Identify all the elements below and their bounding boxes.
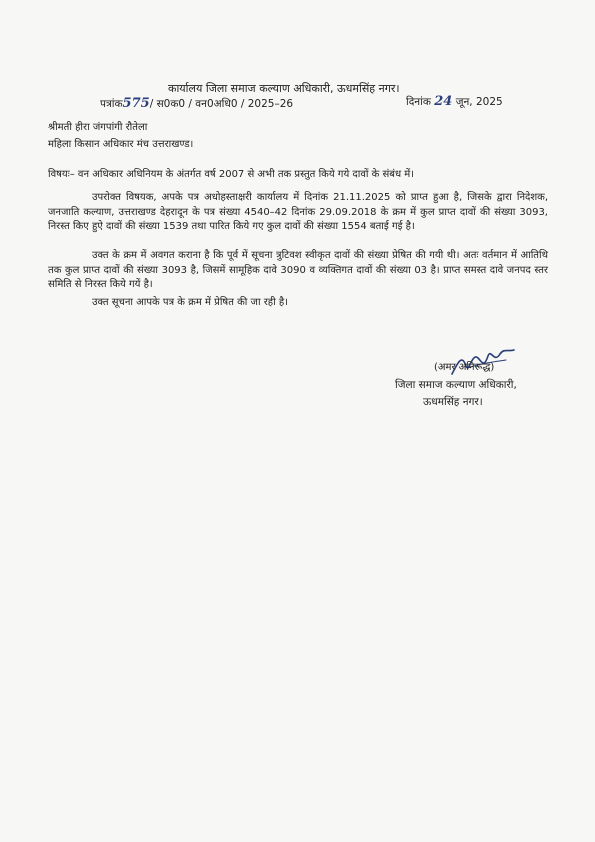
reference-number-line: [100, 97, 293, 111]
date-prefix: दिनांक: [406, 96, 431, 108]
body-paragraph-3: उक्त सूचना आपके पत्र के क्रम में प्रेषित की जा रही है।: [92, 297, 288, 308]
subject-line: विषयः– वन अधिकार अधिनियम के अंतर्गत वर्ष 2007 से अभी तक प्रस्तुत किये गये दावों के संबंध में।: [48, 169, 415, 180]
signatory-place: ऊधमसिंह नगर।: [423, 396, 483, 408]
date-line: [406, 95, 503, 109]
office-heading: कार्यालय जिला समाज कल्याण अधिकारी, ऊधमसिंह नगर।: [168, 82, 400, 95]
ref-suffix: / स0क0 / वन0अधि0 / 2025–26: [149, 98, 294, 110]
recipient-name: श्रीमती हीरा जंगपांगी रौतेला: [48, 122, 148, 133]
date-suffix: जून, 2025: [455, 96, 503, 108]
signatory-name: (अमर अनिरूद्ध): [434, 362, 495, 373]
body-paragraph-1: उपरोक्त विषयक, अपके पत्र अधोहस्ताक्षरी कार्यालय में दिनांक 21.11.2025 को प्राप्त हुआ है, जिसके द्वारा निदेशक, जनजाति कल्याण, उत्तराखण्ड देहरादून के पत्र संख्या 4540–42 दिनांक 29.09.2018 के क्रम में कुल प्राप्त दावों की संख्या 3093, निरस्त किए हुऐ दावों की संख्या 1539 तथा पारित किये गए कुल दावों की संख्या 1554 बताई गई है।: [48, 192, 548, 232]
recipient-organization: महिला किसान अधिकार मंच उत्तराखण्ड।: [48, 139, 194, 150]
body-paragraph-2: उक्त के क्रम में अवगत कराना है कि पूर्व में सूचना त्रुटिवश स्वीकृत दावों की संख्या प्रेषित की गयी थी। अतः वर्तमान में आतिथि तक कुल प्राप्त दावों की संख्या 3093 है, जिसमें सामूहिक दावे 3090 व व्यक्तिगत दावों की संख्या 03 है। प्राप्त समस्त दावे जनपद स्तर समिति से निरस्त किये गयें है।: [48, 250, 548, 290]
ref-prefix: पत्रांक: [100, 98, 123, 110]
ref-number-handwritten: 575: [122, 96, 150, 111]
date-day-handwritten: 24: [434, 94, 453, 109]
signatory-designation: जिला समाज कल्याण अधिकारी,: [395, 379, 517, 391]
